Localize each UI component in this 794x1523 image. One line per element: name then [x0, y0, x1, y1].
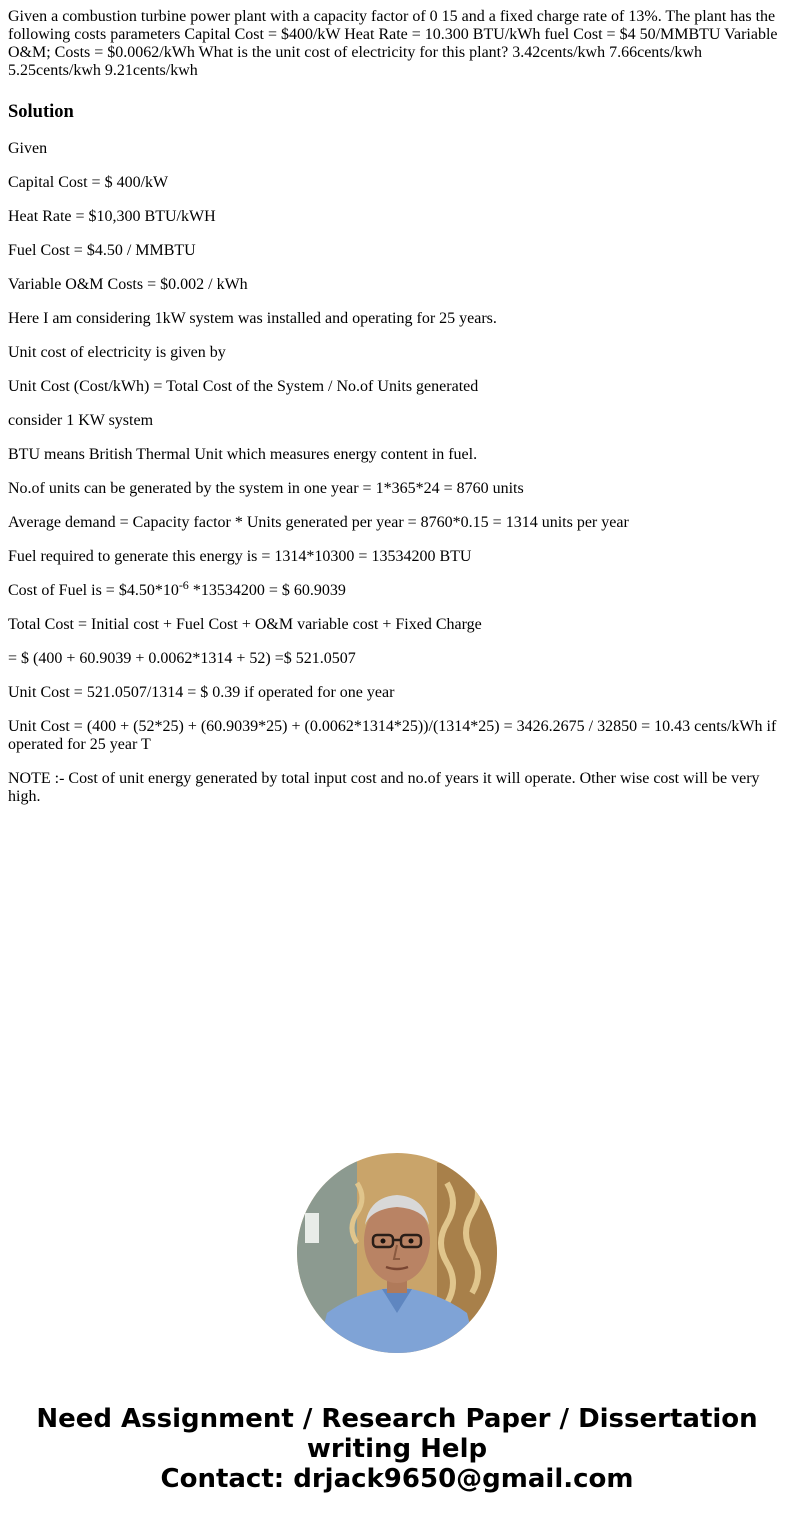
unit-cost-25-years-line: Unit Cost = (400 + (52*25) + (60.9039*25) + (0.0062*1314*25))/(1314*25) = 3426.2675 / 32850 = 10.43 cents/kWh if operated for 25 year T [8, 718, 777, 753]
unit-cost-formula-line: Unit Cost (Cost/kWh) = Total Cost of the System / No.of Units generated [8, 378, 479, 395]
assumption-line: Here I am considering 1kW system was installed and operating for 25 years. [8, 310, 497, 327]
question-text: Given a combustion turbine power plant with a capacity factor of 0 15 and a fixed charge rate of 13%. The plant has the following costs parameters Capital Cost = $400/kW Heat Rate = 10.300 BTU/kWh fuel Cost = $4 50/MMBTU Variable O&M; Costs = $0.0062/kWh What is the unit cost of electricity for this plant? 3.42cents/kwh 7.66cents/kwh 5.25cents/kwh 9.21cents/kwh [8, 8, 778, 79]
capital-cost-line: Capital Cost = $ 400/kW [8, 174, 169, 191]
total-cost-formula-line: Total Cost = Initial cost + Fuel Cost + O&M variable cost + Fixed Charge [8, 616, 482, 633]
fuel-cost-given-line: Fuel Cost = $4.50 / MMBTU [8, 242, 196, 259]
promo-banner [0, 1404, 794, 1494]
unit-cost-intro-line: Unit cost of electricity is given by [8, 344, 226, 361]
solution-document [8, 8, 786, 806]
units-per-year-line: No.of units can be generated by the system in one year = 1*365*24 = 8760 units [8, 480, 524, 497]
average-demand-line: Average demand = Capacity factor * Units generated per year = 8760*0.15 = 1314 units per year [8, 514, 629, 531]
variable-om-line: Variable O&M Costs = $0.002 / kWh [8, 276, 248, 293]
fuel-cost-calc-line [8, 578, 786, 600]
unit-cost-one-year-line: Unit Cost = 521.0507/1314 = $ 0.39 if operated for one year [8, 684, 395, 701]
btu-definition-line: BTU means British Thermal Unit which measures energy content in fuel. [8, 446, 478, 463]
given-label: Given [8, 140, 48, 157]
promo-contact-line: Contact: drjack9650@gmail.com [160, 1464, 634, 1494]
fuel-cost-exponent: -6 [178, 578, 189, 592]
fuel-cost-calc-prefix: Cost of Fuel is = $4.50*10 [8, 582, 179, 599]
author-avatar [297, 1153, 497, 1353]
note-line: NOTE :- Cost of unit energy generated by total input cost and no.of years it will operate. Other wise cost will be very high. [8, 770, 760, 805]
total-cost-value-line: = $ (400 + 60.9039 + 0.0062*1314 + 52) =$ 521.0507 [8, 650, 356, 667]
promo-line-1: Need Assignment / Research Paper / Dissertation [36, 1404, 758, 1434]
promo-line-2: writing Help [306, 1434, 488, 1464]
heat-rate-line: Heat Rate = $10,300 BTU/kWH [8, 208, 216, 225]
author-portrait-image [297, 1153, 497, 1353]
fuel-required-line: Fuel required to generate this energy is = 1314*10300 = 13534200 BTU [8, 548, 472, 565]
system-size-line: consider 1 KW system [8, 412, 154, 429]
solution-heading: Solution [8, 102, 74, 122]
fuel-cost-calc-suffix: *13534200 = $ 60.9039 [188, 582, 346, 599]
